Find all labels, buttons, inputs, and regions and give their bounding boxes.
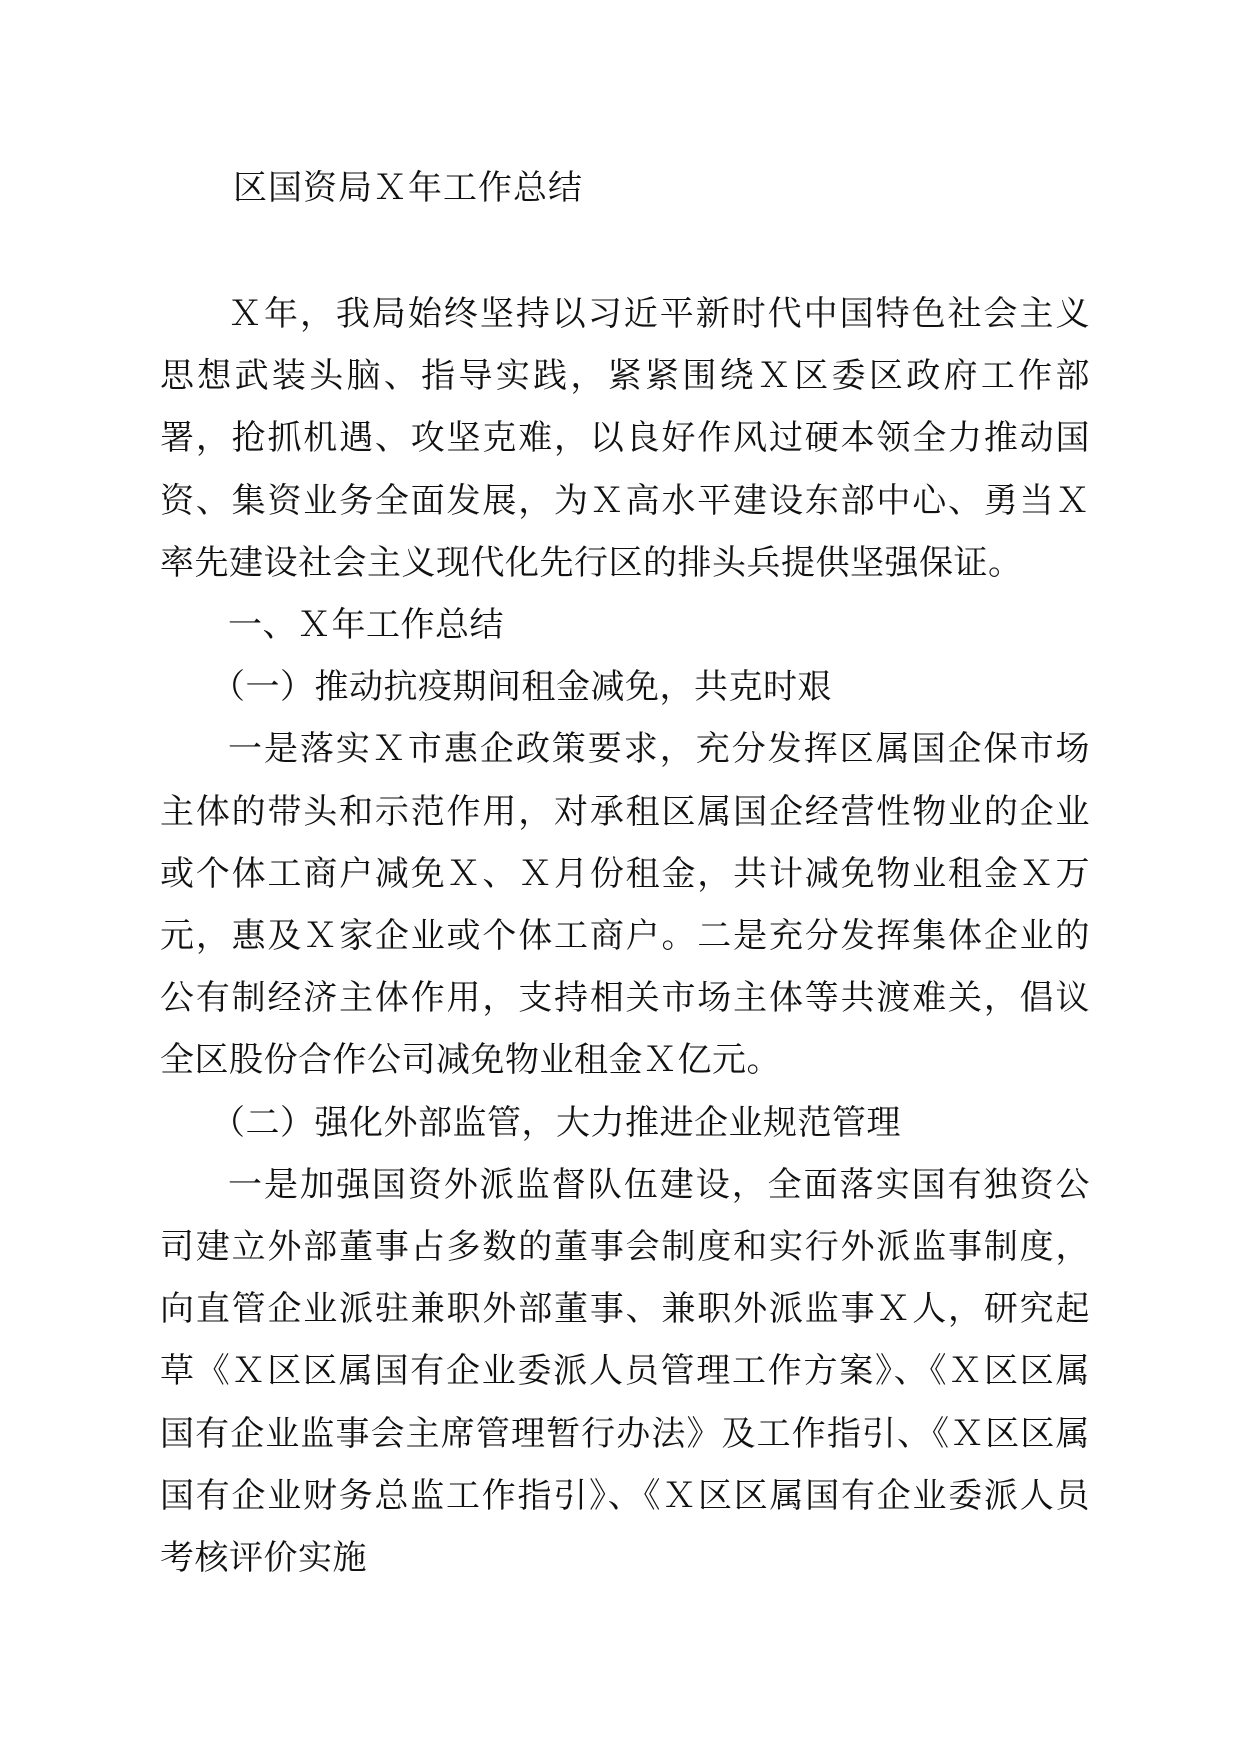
subsection-heading-2: （二）强化外部监管，大力推进企业规范管理 <box>211 1102 901 1143</box>
section-heading-1: 一、Ｘ年工作总结 <box>228 605 504 646</box>
body-paragraph-supervision: 一是加强国资外派监督队伍建设，全面落实国有独资公司建立外部董事占多数的董事会制度和实行外派监事制度，向直管企业派驻兼职外部董事、兼职外派监事Ｘ人，研究起草《Ｘ区区属国有企业委派人员管理工作方案》、《Ｘ区区属国有企业监事会主席管理暂行办法》及工作指引、《Ｘ区区属国有企业财务总监工作指引》、《Ｘ区区属国有企业委派人员考核评价实施 <box>160 1164 1090 1579</box>
document-title: 区国资局Ｘ年工作总结 <box>233 168 583 208</box>
body-paragraph-rent-relief: 一是落实Ｘ市惠企政策要求，充分发挥区属国企保市场主体的带头和示范作用，对承租区属国企经营性物业的企业或个体工商户减免Ｘ、Ｘ月份租金，共计减免物业租金Ｘ万元，惠及Ｘ家企业或个体工商户。二是充分发挥集体企业的公有制经济主体作用，支持相关市场主体等共渡难关，倡议全区股份合作公司减免物业租金Ｘ亿元。 <box>160 729 1090 1081</box>
subsection-heading-1: （一）推动抗疫期间租金减免，共克时艰 <box>211 667 832 708</box>
intro-paragraph: Ｘ年，我局始终坚持以习近平新时代中国特色社会主义思想武装头脑、指导实践，紧紧围绕Ｘ区委区政府工作部署，抢抓机遇、攻坚克难，以良好作风过硬本领全力推动国资、集资业务全面发展，为Ｘ高水平建设东部中心、勇当Ｘ率先建设社会主义现代化先行区的排头兵提供坚强保证。 <box>160 294 1090 583</box>
document-body <box>160 283 1090 1589</box>
